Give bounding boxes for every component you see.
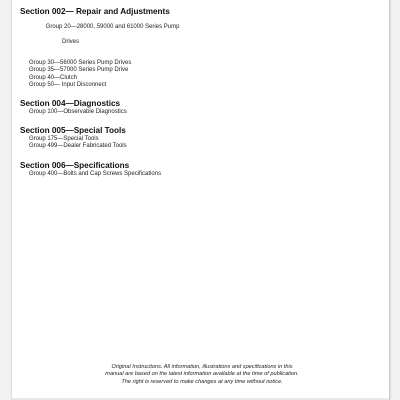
section-005-title[interactable]: Section 005—Special Tools <box>20 126 126 136</box>
toc-entry-group-175[interactable]: Group 175—Special Tools <box>29 136 99 143</box>
section-002 <box>20 7 320 89</box>
section-005 <box>20 126 320 150</box>
toc-entry-group-400[interactable]: Group 400—Bolts and Cap Screws Specifications <box>29 170 162 177</box>
toc-entry-group-499[interactable]: Group 499—Dealer Fabricated Tools <box>29 143 127 150</box>
section-005-entries <box>20 136 320 150</box>
footer-line-1: Original Instructions. All information, illustrations and specifications in this <box>111 364 293 370</box>
section-002-entries <box>20 17 320 89</box>
footer-notice <box>52 364 352 386</box>
toc-entry-group-40[interactable]: Group 40—Clutch <box>29 74 78 81</box>
section-006-entries <box>20 171 320 178</box>
footer-line-3: The right is reserved to make changes at any time without notice. <box>121 378 283 385</box>
section-004 <box>20 99 320 116</box>
section-006 <box>20 161 320 178</box>
section-006-title[interactable]: Section 006—Specifications <box>20 160 130 170</box>
toc-entry-group-20[interactable] <box>20 17 320 60</box>
toc-entry-group-100[interactable]: Group 100—Observable Diagnostics <box>29 109 127 116</box>
section-004-entries <box>20 109 320 116</box>
toc-entry-group-35[interactable]: Group 35—57000 Series Pump Drive <box>29 67 129 74</box>
section-002-title[interactable]: Section 002— Repair and Adjustments <box>20 7 170 16</box>
document-page <box>12 0 390 400</box>
footer-line-2: manual are based on the latest information available at the time of publication. <box>105 371 299 378</box>
toc-entry-group-11[interactable] <box>29 0 320 1</box>
toc-entry-group-20-line2: Drives <box>62 38 80 45</box>
table-of-contents <box>20 0 320 178</box>
toc-entry-group-30[interactable]: Group 30—56000 Series Pump Drives <box>29 60 132 67</box>
section-004-title[interactable]: Section 004—Diagnostics <box>20 99 121 109</box>
toc-entry-group-50[interactable]: Group 50— Input Disconnect <box>29 81 107 88</box>
toc-entry-group-20-line1: Group 20—28000, 59000 and 61000 Series Pump <box>45 24 180 31</box>
